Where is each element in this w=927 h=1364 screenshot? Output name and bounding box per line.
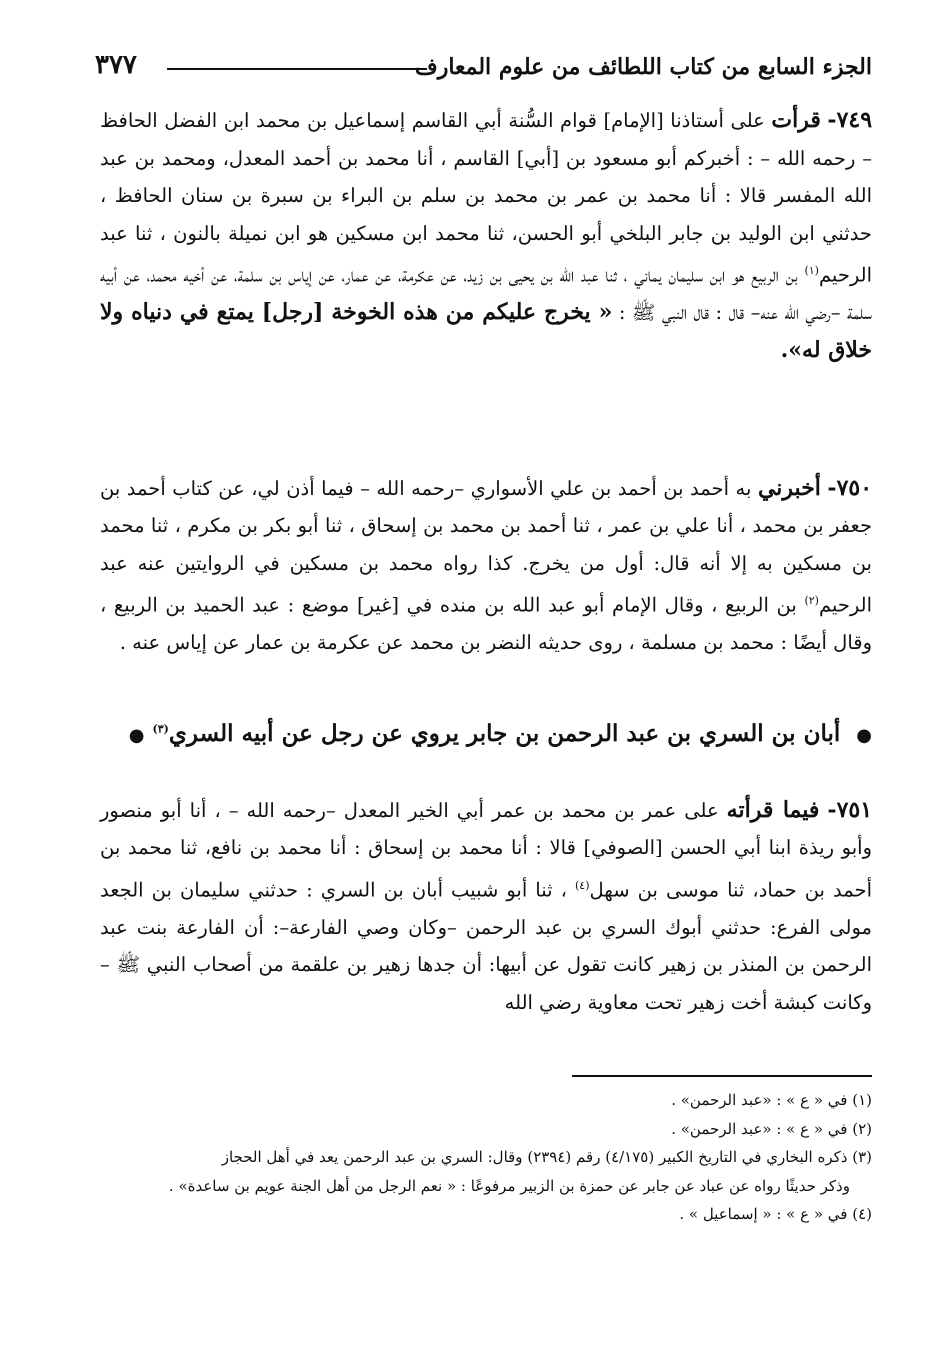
header-rule [167, 68, 427, 70]
isnad-text: بن الربيع ، وقال الإمام أبو عبد الله بن منده في [غير] موضع : عبد الحميد بن الربيع ، وقال أيضًا : محمد بن مسلمة ، روى حديثه النضر بن محمد عن عكرمة بن عمار عن إياس عنه . [100, 593, 872, 655]
entry-opening: فيما قرأته [726, 796, 820, 823]
footnote-3: (٣) ذكره البخاري في التاريخ الكبير (٤/١٧٥) رقم (٢٣٩٤) وقال: السري بن عبد الرحمن يعد في أهل الحجاز [221, 1148, 872, 1166]
entry-number: ٧٤٩- [827, 107, 873, 133]
bullet-icon: ● [128, 725, 145, 746]
footnote-ref: (٤) [574, 878, 590, 892]
page-header [95, 48, 872, 88]
footnote-rule [572, 1075, 872, 1077]
paragraph-750 [100, 450, 872, 681]
page-number: ٣٧٧ [95, 50, 137, 80]
entry-opening: أخبرني [757, 474, 821, 501]
footnote-ref: (١) [804, 264, 819, 278]
running-title: الجزء السابع من كتاب اللطائف من علوم المعارف [414, 54, 872, 80]
isnad-text: على أستاذنا [الإمام] قوام السُّنة أبي القاسم إسماعيل بن محمد ابن الفضل الحافظ – رحمه الله – : أخبركم أبو مسعود بن [أبي] القاسم ، أنا محمد بن أحمد المعدل، ومحمد بن عبد الله المفسر قالا : أنا محمد بن عمر بن محمد بن سلم بن البراء بن سبرة بن سنان الحافظ ، حدثني ابن الوليد بن جابر البلخي أبو الحسن، ثنا محمد ابن مسكين هو ابن نميلة بالنون ، ثنا عبد الرحيم [100, 109, 872, 287]
entry-opening: قرأت [771, 107, 821, 133]
isnad-text: على عمر بن محمد بن عمر أبي الخير المعدل –رحمه الله – ، أنا أبو منصور وأبو ريذة ابنا أبي الحسن [الصوفي] قالا : أنا محمد بن إسحاق : أنا محمد بن نافع، ثنا محمد بن أحمد بن حماد، ثنا موسى بن سهل [100, 798, 873, 902]
section-heading [100, 720, 872, 747]
isnad-text: ، ثنا أبو شبيب أبان بن السري : حدثني سليمان بن الجعد مولى الفرع: حدثني أبوك السري بن عبد الرحمن –وكان وصي الفارعة–: أن الفارعة بنت عبد الرحمن بن المنذر بن زهير كانت تقول عن أبيها: أن جدها زهير بن علقمة من أصحاب النبي ﷺ –وكانت كبشة أخت زهير تحت معاوية رضي الله [100, 878, 872, 1014]
entry-number: ٧٥٠- [827, 474, 873, 501]
footnote-ref: (٢) [804, 594, 819, 608]
footnotes [100, 1086, 872, 1229]
footnote-ref: (٣) [152, 722, 169, 736]
footnote-3-continued: وذكر حديثًا رواه عن عباد عن جابر عن حمزة بن الزبير مرفوعًا : « نعم الرجل من أهل الجنة عويم بن ساعدة» . [168, 1176, 850, 1195]
paragraph-751 [100, 772, 872, 1041]
isnad-text: بن الربيع هو ابن سليمان يماني ، ثنا عبد الله بن يحيى بن زيد، عن عكرمة، عن عمار، عن إياس بن سلمة، عن أخيه محمد، عن أبيه سلمة –رضي الله عنه– قال : قال النبي ﷺ : [100, 263, 872, 325]
footnote-2: (٢) في « ع » : «عبد الرحمن» . [671, 1119, 872, 1138]
entry-number: ٧٥١- [827, 796, 873, 823]
heading-text: أبان بن السري بن عبد الرحمن بن جابر يروي عن رجل عن أبيه السري [168, 720, 841, 747]
hadith-text: « يخرج عليكم من هذه الخوخة [رجل] يمتع في دنياه ولا خلاق له». [100, 299, 872, 364]
isnad-text: به أحمد بن أحمد بن علي الأسواري –رحمه الله – فيما أذن لي، عن كتاب أحمد بن جعفر بن محمد ، أنا علي بن عمر ، ثنا أحمد بن محمد بن إسحاق ، ثنا أبو بكر بن مكرم ، ثنا محمد بن مسكين به إلا أنه قال: أول من يخرج. كذا رواه محمد بن مسكين في الروايتين عنه عبد الرحيم [100, 476, 872, 617]
footnote-4: (٤) في « ع » : « إسماعيل » . [679, 1205, 872, 1223]
paragraph-749 [100, 102, 872, 370]
footnote-1: (١) في « ع » : «عبد الرحمن» . [671, 1091, 872, 1109]
bullet-icon: ● [856, 725, 872, 746]
